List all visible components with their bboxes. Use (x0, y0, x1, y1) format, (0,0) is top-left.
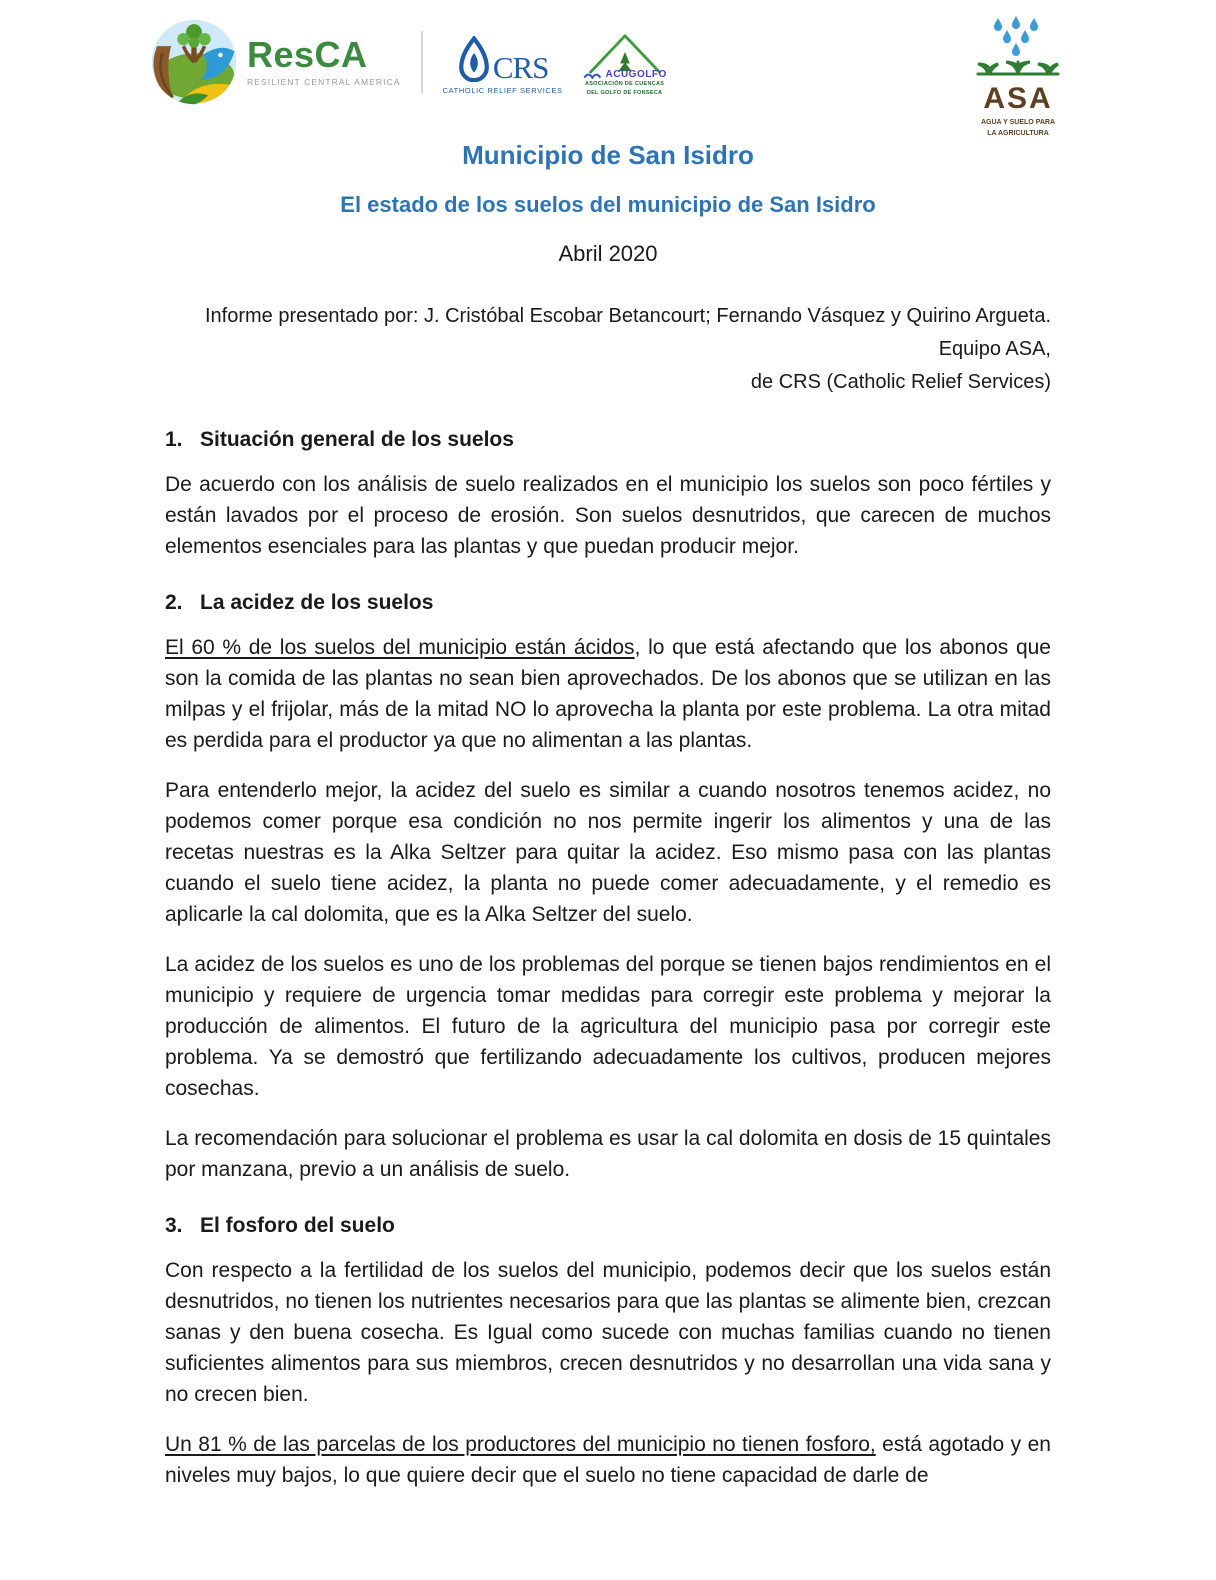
asa-drops-plant-icon (972, 16, 1064, 82)
section-heading-2 (165, 589, 1051, 617)
doc-title: Municipio de San Isidro (462, 140, 754, 170)
acugolfo-tagline-1: ASOCIACIÓN DE CUENCAS (584, 81, 665, 88)
asa-wordmark: ASA (983, 82, 1053, 115)
byline-line-1: Informe presentado por: J. Cristóbal Escobar Betancourt; Fernando Vásquez y Quirino Argueta. Equipo ASA, (204, 305, 1051, 360)
crs-logo (443, 36, 563, 95)
logo-divider (421, 31, 423, 93)
section-number: 2. (165, 591, 183, 614)
header-left-logos (150, 18, 675, 106)
asa-logo (958, 16, 1078, 139)
paragraph: La recomendación para solucionar el problema es usar la cal dolomita en dosis de 15 quintales por manzana, previo a un análisis de suelo. (165, 1127, 1051, 1181)
doc-subtitle: El estado de los suelos del municipio de San Isidro (340, 192, 876, 217)
section-number: 3. (165, 1214, 183, 1237)
section-title: El fosforo del suelo (200, 1214, 395, 1237)
resca-emblem-icon (150, 18, 238, 106)
crs-wordmark: CRS (492, 49, 549, 85)
header (0, 0, 1216, 137)
section-title: Situación general de los suelos (200, 428, 514, 451)
section-heading-3 (165, 1212, 1051, 1240)
byline (165, 300, 1051, 399)
resca-logo (150, 18, 401, 106)
underlined-phrase: El 60 % de los suelos del municipio están ácidos (165, 636, 635, 659)
resca-wordmark: ResCA (247, 34, 368, 76)
paragraph: Un 81 % de las parcelas de los productores del municipio no tienen fosforo, está agotado y en niveles muy bajos, lo que quiere decir que el suelo no tiene capacidad de darle de (165, 1433, 1051, 1487)
asa-tagline-1: AGUA Y SUELO PARA (980, 119, 1056, 126)
paragraph: De acuerdo con los análisis de suelo realizados en el municipio los suelos son poco fértiles y están lavados por el proceso de erosión. Son suelos desnutridos, que carecen de muchos elementos esenciales para las plantas y que puedan producir mejor. (165, 473, 1051, 558)
asa-tagline-2: LA AGRICULTURA (987, 129, 1049, 137)
acugolfo-tagline-2: DEL GOLFO DE FONSECA (586, 89, 663, 96)
section-number: 1. (165, 428, 183, 451)
crs-tagline: CATHOLIC RELIEF SERVICES (442, 85, 563, 95)
acugolfo-wordmark: ACUGOLFO (605, 69, 667, 81)
section-title: La acidez de los suelos (200, 591, 434, 614)
document-content (0, 140, 1216, 1491)
section-heading-1 (165, 426, 1051, 454)
crs-emblem-icon (457, 36, 491, 82)
paragraph: El 60 % de los suelos del municipio están ácidos, lo que está afectando que los abonos que son la comida de las plantas no sean bien aprovechados. De los abonos que se utilizan en las milpas y el frijolar, más de la mitad NO lo aprovecha la planta por este problema. La otra mitad es perdida para el productor ya que no alimentan a las plantas. (165, 636, 1051, 752)
resca-tagline: RESILIENT CENTRAL AMERICA (247, 77, 401, 88)
paragraph: Para entenderlo mejor, la acidez del suelo es similar a cuando nosotros tenemos acidez, no podemos comer porque esa condición no nos permite ingerir los alimentos y una de las recetas nuestras es la Alka Seltzer para quitar la acidez. Eso mismo pasa con las plantas cuando el suelo tiene acidez, la planta no puede comer adecuadamente, y el remedio es aplicarle la cal dolomita, que es la Alka Seltzer del suelo. (165, 779, 1051, 926)
underlined-phrase: Un 81 % de las parcelas de los productores del municipio no tienen fosforo, (165, 1433, 876, 1456)
acugolfo-wave-icon (583, 70, 603, 80)
doc-date: Abril 2020 (558, 241, 658, 266)
byline-line-2: de CRS (Catholic Relief Services) (750, 371, 1051, 393)
paragraph: La acidez de los suelos es uno de los problemas del porque se tienen bajos rendimientos en el municipio y requiere de urgencia tomar medidas para corregir este problema y mejorar la producción de alimentos. El futuro de la agricultura del municipio pasa por corregir este problema. Ya se demostró que fertilizando adecuadamente los cultivos, producen mejores cosechas. (165, 953, 1051, 1100)
acugolfo-logo (575, 31, 675, 97)
paragraph: Con respecto a la fertilidad de los suelos del municipio, podemos decir que los suelos están desnutridos, no tienen los nutrientes necesarios para que las plantas se alimente bien, crezcan sanas y den buena cosecha. Es Igual como sucede con muchas familias cuando no tienen suficientes alimentos para sus miembros, crecen desnutridos y no desarrollan una vida sana y no crecen bien. (165, 1259, 1051, 1406)
